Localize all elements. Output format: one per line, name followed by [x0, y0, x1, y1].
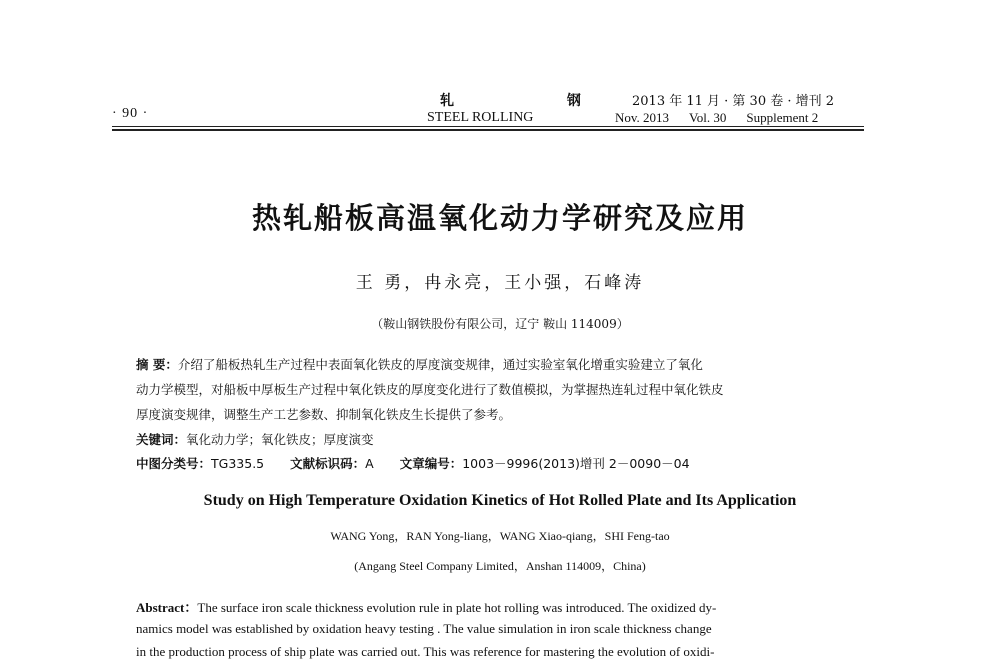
abstract-cn-line-3: 厚度演变规律，调整生产工艺参数、抑制氧化铁皮生长提供了参考。	[136, 407, 512, 422]
journal-name-en: STEEL ROLLING	[427, 110, 534, 125]
abstract-en-line-2: namics model was established by oxidation heavy testing . The value simulation in iron scale thickness change	[136, 621, 712, 636]
abstract-en-label: Abstract：	[136, 600, 198, 615]
authors-cn: 王 勇，冉永亮，王小强，石峰涛	[355, 273, 645, 293]
issue-volume-en: Vol. 30	[689, 110, 727, 125]
affiliation-en: (Angang Steel Company Limited，Anshan 114009，China)	[354, 559, 646, 573]
issue-date-en: Nov. 2013	[615, 110, 670, 125]
clc-value: TG335.5	[211, 456, 265, 471]
page-number: · 90 ·	[112, 106, 149, 121]
doc-code-value: A	[365, 456, 374, 471]
keywords-cn-label: 关键词：	[136, 432, 187, 447]
abstract-cn-text-1: 介绍了船板热轧生产过程中表面氧化铁皮的厚度演变规律，通过实验室氧化增重实验建立了氧化	[177, 357, 703, 372]
abstract-en-line-3: in the production process of ship plate was carried out. This was reference for mastering the evolution of oxidi-	[136, 644, 715, 659]
article-number-value: 1003－9996(2013)增刊 2－0090－04	[462, 456, 690, 471]
paper-title-en: Study on High Temperature Oxidation Kinetics of Hot Rolled Plate and Its Application	[203, 492, 797, 509]
keywords-cn-text: 氧化动力学；氧化铁皮；厚度演变	[186, 432, 374, 447]
abstract-cn-line-2: 动力学模型，对船板中厚板生产过程中氧化铁皮的厚度变化进行了数值模拟，为掌握热连轧过程中氧化铁皮	[136, 382, 724, 397]
paper-title-cn: 热轧船板高温氧化动力学研究及应用	[251, 201, 748, 235]
abstract-cn-label: 摘 要：	[136, 357, 178, 372]
abstract-cn-line-1	[136, 355, 703, 373]
doc-code-label: 文献标识码：	[290, 456, 366, 471]
abstract-en-line-1	[136, 597, 716, 616]
issue-supplement-en: Supplement 2	[746, 110, 819, 125]
authors-en: WANG Yong，RAN Yong-liang，WANG Xiao-qiang，SHI Feng-tao	[330, 529, 670, 543]
keywords-cn	[136, 430, 374, 448]
issue-info-en	[615, 110, 818, 126]
header-rule-thick	[112, 129, 864, 131]
header-rule	[112, 126, 864, 127]
article-number-label: 文章编号：	[399, 456, 463, 471]
issue-info-cn: 2013 年 11 月 · 第 30 卷 · 增刊 2	[632, 94, 835, 109]
affiliation-cn: （鞍山钢铁股份有限公司，辽宁 鞍山 114009）	[371, 317, 629, 331]
classification-line	[136, 454, 690, 472]
journal-name-cn: 轧 钢	[440, 93, 617, 109]
clc-label: 中图分类号：	[136, 456, 212, 471]
abstract-en-text-1: The surface iron scale thickness evolution rule in plate hot rolling was introduced. The oxidized dy-	[197, 600, 717, 615]
